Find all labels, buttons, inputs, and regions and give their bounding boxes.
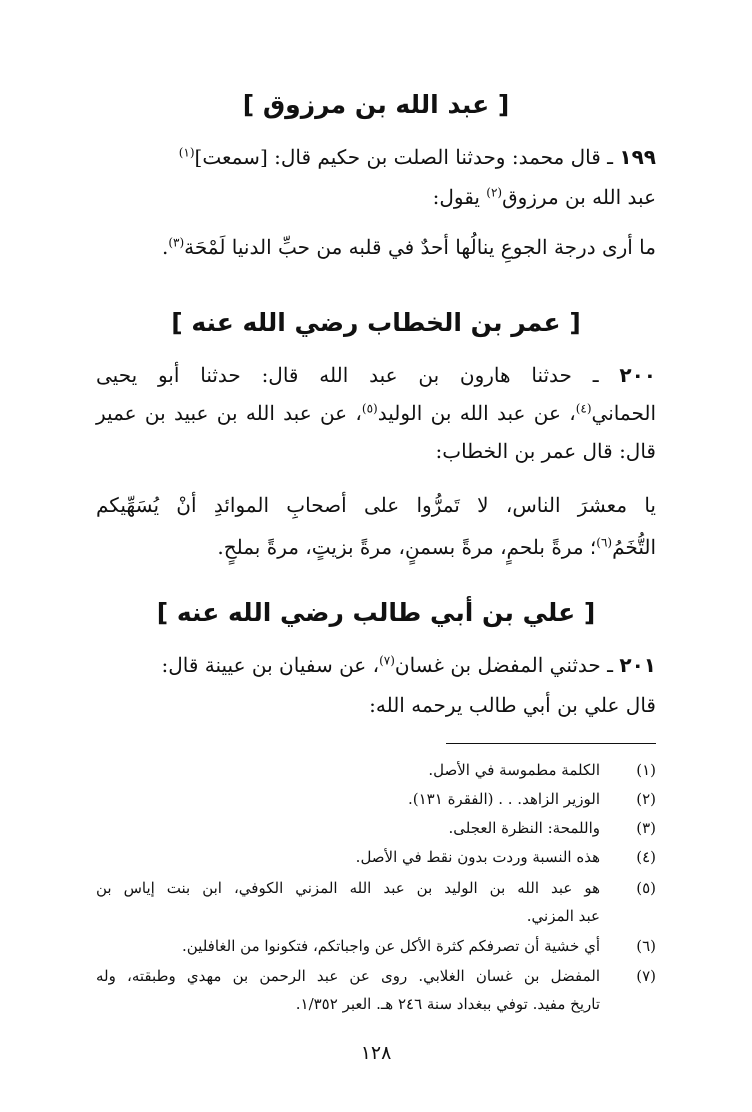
page-number: ١٢٨ bbox=[360, 1042, 392, 1064]
footnote-ref: (٦) bbox=[596, 535, 613, 550]
section-heading-abdullah-ibn-marzuq: [ عبد الله بن مرزوق ] bbox=[242, 90, 510, 119]
paragraph-199-line-1 bbox=[96, 142, 656, 172]
footnote-number: (٧) bbox=[636, 967, 656, 985]
section-heading-umar-ibn-al-khattab: [ عمر بن الخطاب رضي الله عنه ] bbox=[171, 308, 581, 337]
quote-200-line-2 bbox=[96, 532, 656, 562]
paragraph-text: عبد الله بن مرزوق bbox=[502, 185, 656, 209]
footnote-text: هو عبد الله بن الوليد بن عبد الله المزني الكوفي، ابن بنت إياس بن bbox=[96, 879, 600, 897]
quote-text: . bbox=[161, 235, 169, 259]
footnote-ref: (٣) bbox=[168, 235, 185, 250]
footnote-text: أي خشية أن تصرفكم كثرة الأكل عن واجباتكم، فتكونوا من الغافلين. bbox=[181, 937, 600, 955]
paragraph-text: ـ حدثني المفضل بن غسان bbox=[394, 653, 620, 677]
footnote-number: (٦) bbox=[636, 937, 656, 955]
paragraph-text: ، عن عبد الله بن عبيد بن عمير bbox=[96, 401, 362, 425]
paragraph-text: ـ حدثنا هارون بن عبد الله قال: حدثنا أبو يحيى bbox=[96, 363, 620, 387]
footnote-text: المفضل بن غسان الغلابي. روى عن عبد الرحمن بن مهدي وطبقته، وله bbox=[96, 967, 600, 985]
footnote-text: الوزير الزاهد. . . (الفقرة ١٣١). bbox=[408, 790, 600, 808]
paragraph-200-line-3: قال: قال عمر بن الخطاب: bbox=[435, 439, 656, 463]
footnote-text: عبد المزني. bbox=[526, 907, 600, 925]
footnote-ref: (٢) bbox=[486, 185, 503, 200]
paragraph-201-line-1 bbox=[96, 650, 656, 680]
footnote-number: (١) bbox=[636, 761, 656, 779]
paragraph-number: ١٩٩ bbox=[619, 145, 656, 169]
paragraph-number: ٢٠٠ bbox=[619, 363, 656, 387]
quote-text: ما أرى درجة الجوعِ ينالُها أحدٌ في قلبه من حبِّ الدنيا لَمْحَة bbox=[184, 235, 656, 259]
paragraph-text: ، عن عبد الله بن الوليد bbox=[377, 401, 576, 425]
footnote-text: واللمحة: النظرة العجلى. bbox=[448, 819, 600, 837]
footnote-number: (٤) bbox=[636, 848, 656, 866]
paragraph-number: ٢٠١ bbox=[619, 653, 656, 677]
paragraph-200-line-1 bbox=[96, 360, 656, 390]
quote-200-line-1: يا معشرَ الناس، لا تَمرُّوا على أصحابِ الموائدِ أنْ يُسَهِّيكم bbox=[96, 493, 656, 517]
footnote-text: تاريخ مفيد. توفي ببغداد سنة ٢٤٦ هـ. العبر ١/٣٥٢. bbox=[295, 995, 600, 1013]
footnote-separator bbox=[446, 743, 656, 744]
paragraph-200-line-2 bbox=[96, 398, 656, 428]
section-heading-ali-ibn-abi-talib: [ علي بن أبي طالب رضي الله عنه ] bbox=[156, 598, 596, 627]
quote-text: التُّخَمُ bbox=[612, 535, 656, 559]
paragraph-201-line-2: قال علي بن أبي طالب يرحمه الله: bbox=[369, 693, 656, 717]
footnote-ref: (٧) bbox=[379, 653, 395, 668]
footnote-number: (٢) bbox=[636, 790, 656, 808]
footnote-number: (٣) bbox=[636, 819, 656, 837]
paragraph-text: ، عن سفيان بن عيينة قال: bbox=[161, 653, 380, 677]
paragraph-199-line-2 bbox=[96, 182, 656, 212]
footnote-text: هذه النسبة وردت بدون نقط في الأصل. bbox=[355, 848, 600, 866]
paragraph-text: ـ قال محمد: وحدثنا الصلت بن حكيم قال: [سمعت] bbox=[194, 145, 620, 169]
quote-text: ؛ مرةً بلحمٍ، مرةً بسمنٍ، مرةً بزيتٍ، مرةً بملحٍ. bbox=[217, 535, 597, 559]
footnote-ref: (٥) bbox=[361, 401, 378, 416]
footnote-ref: (١) bbox=[178, 145, 195, 160]
footnote-ref: (٤) bbox=[575, 401, 592, 416]
footnote-text: الكلمة مطموسة في الأصل. bbox=[428, 761, 600, 779]
paragraph-text: الحماني bbox=[591, 401, 656, 425]
paragraph-text: يقول: bbox=[432, 185, 487, 209]
footnote-number: (٥) bbox=[636, 879, 656, 897]
quote-199 bbox=[96, 232, 656, 262]
